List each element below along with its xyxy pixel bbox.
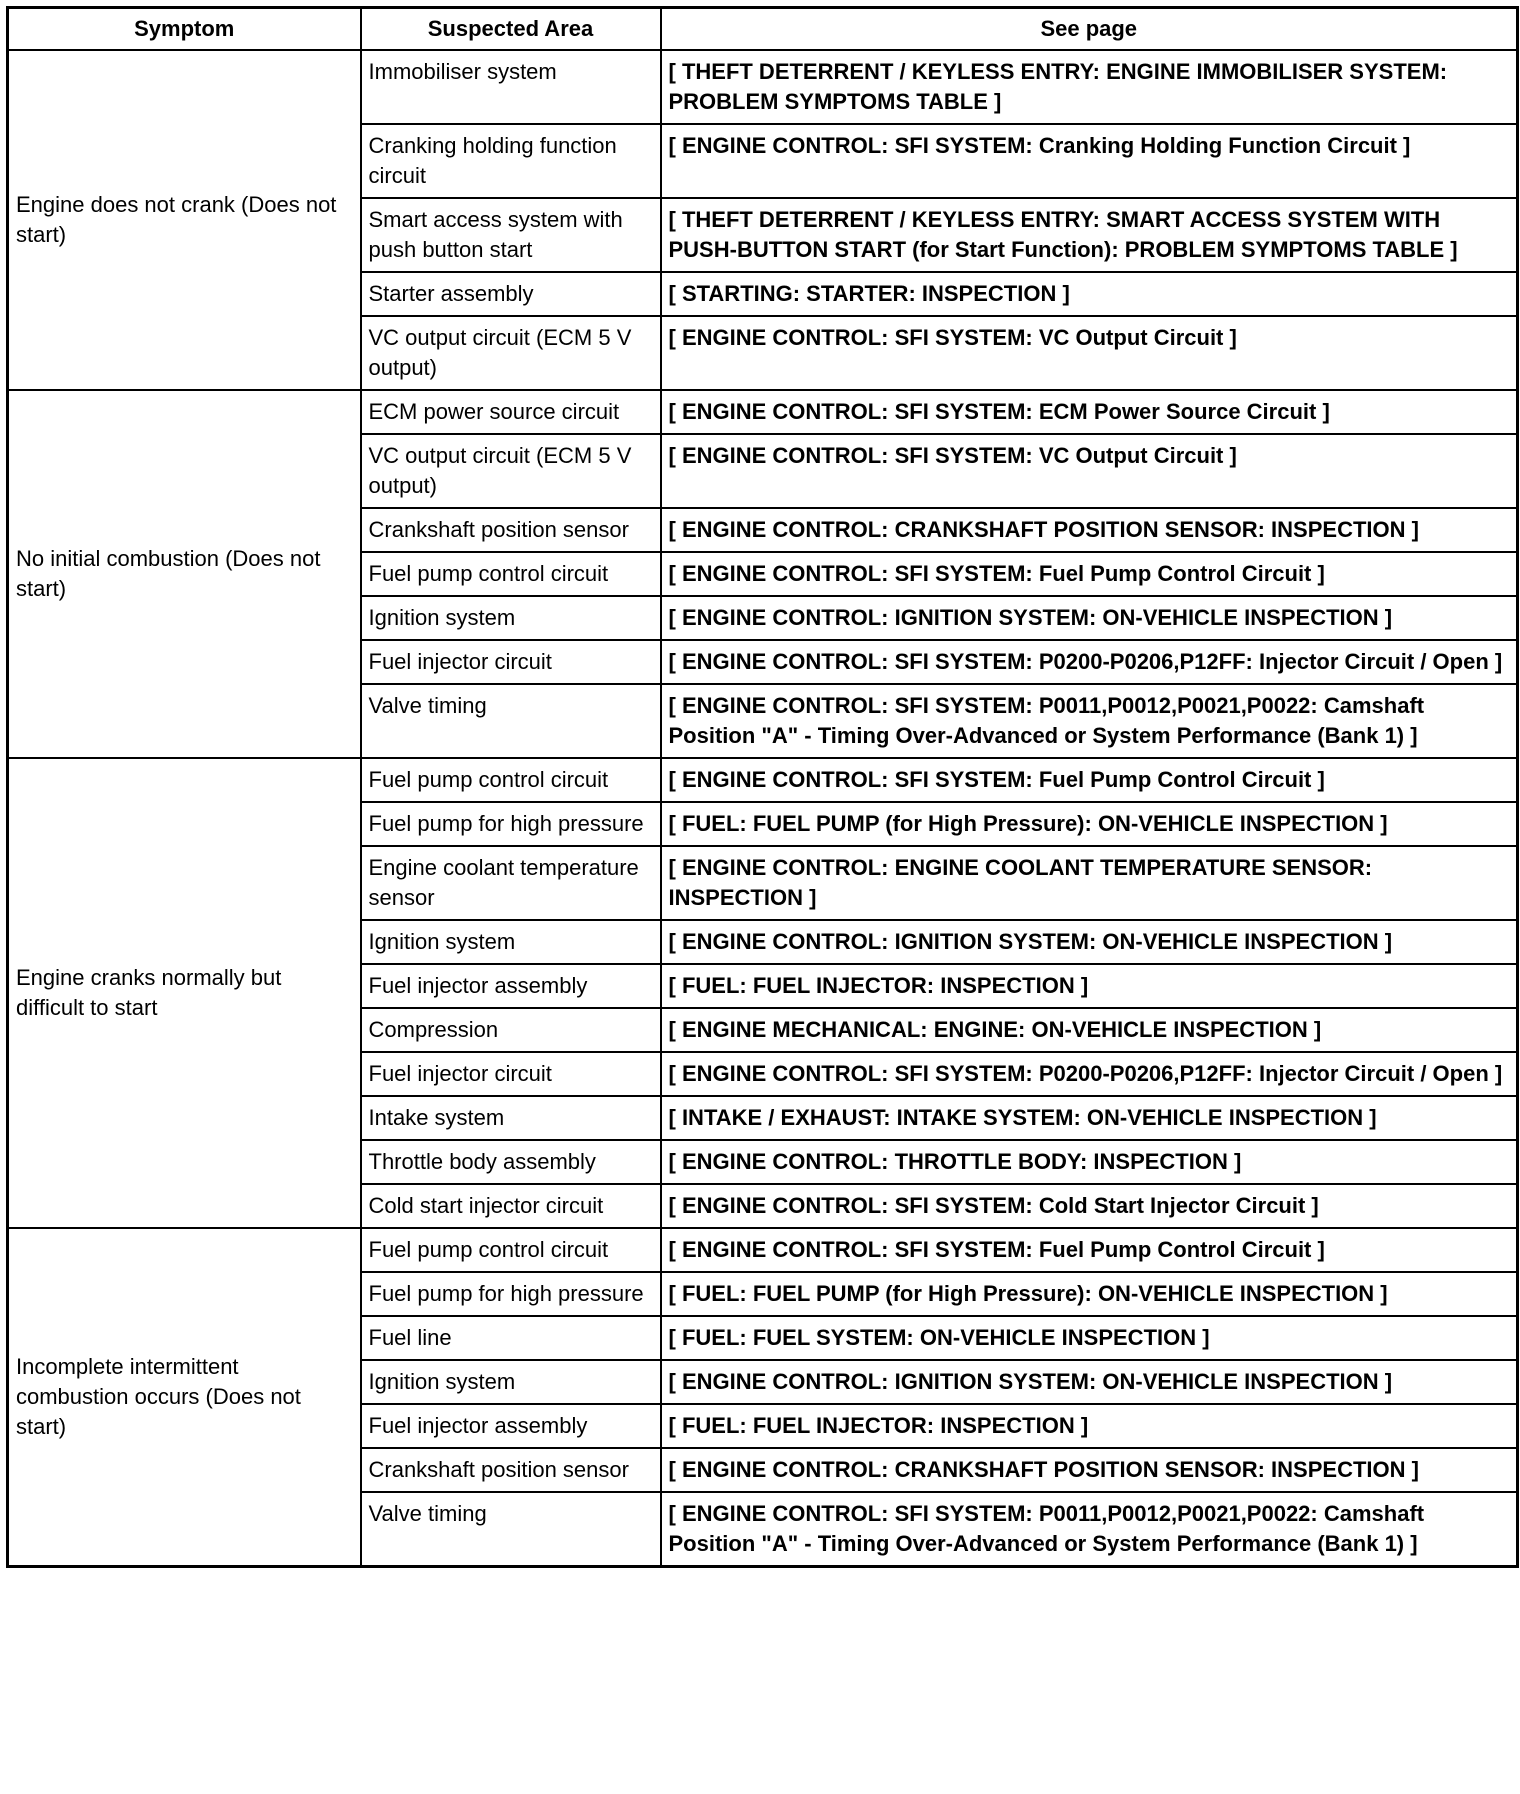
suspected-area-cell: Fuel pump for high pressure — [361, 1272, 661, 1316]
problem-symptoms-table — [6, 6, 1519, 1568]
header-see-page: See page — [661, 8, 1518, 51]
see-page-link[interactable]: [ ENGINE CONTROL: IGNITION SYSTEM: ON-VEHICLE INSPECTION ] — [661, 920, 1518, 964]
symptom-cell: Incomplete intermittent combustion occurs (Does not start) — [8, 1228, 361, 1567]
table-row — [8, 390, 1518, 434]
suspected-area-cell: Starter assembly — [361, 272, 661, 316]
see-page-link[interactable]: [ STARTING: STARTER: INSPECTION ] — [661, 272, 1518, 316]
suspected-area-cell: Fuel line — [361, 1316, 661, 1360]
suspected-area-cell: Ignition system — [361, 596, 661, 640]
see-page-link[interactable]: [ ENGINE CONTROL: THROTTLE BODY: INSPECTION ] — [661, 1140, 1518, 1184]
symptom-cell: Engine cranks normally but difficult to start — [8, 758, 361, 1228]
suspected-area-cell: Fuel pump control circuit — [361, 758, 661, 802]
symptom-cell: Engine does not crank (Does not start) — [8, 50, 361, 390]
suspected-area-cell: Fuel injector assembly — [361, 1404, 661, 1448]
see-page-link[interactable]: [ ENGINE CONTROL: CRANKSHAFT POSITION SENSOR: INSPECTION ] — [661, 1448, 1518, 1492]
see-page-link[interactable]: [ ENGINE CONTROL: SFI SYSTEM: P0011,P0012,P0021,P0022: Camshaft Position "A" - Timing Over-Advanced or System Performance (Bank 1) ] — [661, 684, 1518, 758]
see-page-link[interactable]: [ ENGINE CONTROL: SFI SYSTEM: VC Output Circuit ] — [661, 316, 1518, 390]
suspected-area-cell: Fuel pump control circuit — [361, 1228, 661, 1272]
suspected-area-cell: Crankshaft position sensor — [361, 508, 661, 552]
suspected-area-cell: Throttle body assembly — [361, 1140, 661, 1184]
see-page-link[interactable]: [ ENGINE CONTROL: SFI SYSTEM: VC Output Circuit ] — [661, 434, 1518, 508]
see-page-link[interactable]: [ INTAKE / EXHAUST: INTAKE SYSTEM: ON-VEHICLE INSPECTION ] — [661, 1096, 1518, 1140]
see-page-link[interactable]: [ THEFT DETERRENT / KEYLESS ENTRY: SMART ACCESS SYSTEM WITH PUSH-BUTTON START (for Start Function): PROBLEM SYMPTOMS TABLE ] — [661, 198, 1518, 272]
header-row — [8, 8, 1518, 51]
see-page-link[interactable]: [ FUEL: FUEL PUMP (for High Pressure): ON-VEHICLE INSPECTION ] — [661, 802, 1518, 846]
see-page-link[interactable]: [ ENGINE CONTROL: ENGINE COOLANT TEMPERATURE SENSOR: INSPECTION ] — [661, 846, 1518, 920]
suspected-area-cell: Fuel injector circuit — [361, 1052, 661, 1096]
suspected-area-cell: VC output circuit (ECM 5 V output) — [361, 316, 661, 390]
see-page-link[interactable]: [ ENGINE CONTROL: CRANKSHAFT POSITION SENSOR: INSPECTION ] — [661, 508, 1518, 552]
suspected-area-cell: Immobiliser system — [361, 50, 661, 124]
suspected-area-cell: Valve timing — [361, 684, 661, 758]
suspected-area-cell: Smart access system with push button start — [361, 198, 661, 272]
see-page-link[interactable]: [ ENGINE MECHANICAL: ENGINE: ON-VEHICLE INSPECTION ] — [661, 1008, 1518, 1052]
suspected-area-cell: Ignition system — [361, 1360, 661, 1404]
see-page-link[interactable]: [ ENGINE CONTROL: SFI SYSTEM: Cold Start Injector Circuit ] — [661, 1184, 1518, 1228]
see-page-link[interactable]: [ FUEL: FUEL INJECTOR: INSPECTION ] — [661, 1404, 1518, 1448]
suspected-area-cell: Engine coolant temperature sensor — [361, 846, 661, 920]
see-page-link[interactable]: [ ENGINE CONTROL: SFI SYSTEM: ECM Power Source Circuit ] — [661, 390, 1518, 434]
suspected-area-cell: Crankshaft position sensor — [361, 1448, 661, 1492]
header-suspected-area: Suspected Area — [361, 8, 661, 51]
suspected-area-cell: Valve timing — [361, 1492, 661, 1567]
suspected-area-cell: Ignition system — [361, 920, 661, 964]
suspected-area-cell: Fuel pump control circuit — [361, 552, 661, 596]
suspected-area-cell: Compression — [361, 1008, 661, 1052]
suspected-area-cell: Fuel injector circuit — [361, 640, 661, 684]
see-page-link[interactable]: [ FUEL: FUEL PUMP (for High Pressure): ON-VEHICLE INSPECTION ] — [661, 1272, 1518, 1316]
see-page-link[interactable]: [ ENGINE CONTROL: SFI SYSTEM: Fuel Pump Control Circuit ] — [661, 552, 1518, 596]
header-symptom: Symptom — [8, 8, 361, 51]
table-row — [8, 50, 1518, 124]
see-page-link[interactable]: [ ENGINE CONTROL: SFI SYSTEM: P0200-P0206,P12FF: Injector Circuit / Open ] — [661, 1052, 1518, 1096]
see-page-link[interactable]: [ ENGINE CONTROL: IGNITION SYSTEM: ON-VEHICLE INSPECTION ] — [661, 596, 1518, 640]
see-page-link[interactable]: [ THEFT DETERRENT / KEYLESS ENTRY: ENGINE IMMOBILISER SYSTEM: PROBLEM SYMPTOMS TABLE ] — [661, 50, 1518, 124]
suspected-area-cell: VC output circuit (ECM 5 V output) — [361, 434, 661, 508]
see-page-link[interactable]: [ FUEL: FUEL INJECTOR: INSPECTION ] — [661, 964, 1518, 1008]
see-page-link[interactable]: [ ENGINE CONTROL: SFI SYSTEM: P0200-P0206,P12FF: Injector Circuit / Open ] — [661, 640, 1518, 684]
suspected-area-cell: ECM power source circuit — [361, 390, 661, 434]
suspected-area-cell: Cold start injector circuit — [361, 1184, 661, 1228]
see-page-link[interactable]: [ ENGINE CONTROL: IGNITION SYSTEM: ON-VEHICLE INSPECTION ] — [661, 1360, 1518, 1404]
table-body — [8, 50, 1518, 1567]
suspected-area-cell: Fuel pump for high pressure — [361, 802, 661, 846]
see-page-link[interactable]: [ FUEL: FUEL SYSTEM: ON-VEHICLE INSPECTION ] — [661, 1316, 1518, 1360]
table-row — [8, 1228, 1518, 1272]
suspected-area-cell: Intake system — [361, 1096, 661, 1140]
suspected-area-cell: Fuel injector assembly — [361, 964, 661, 1008]
see-page-link[interactable]: [ ENGINE CONTROL: SFI SYSTEM: Cranking Holding Function Circuit ] — [661, 124, 1518, 198]
table-row — [8, 758, 1518, 802]
see-page-link[interactable]: [ ENGINE CONTROL: SFI SYSTEM: Fuel Pump Control Circuit ] — [661, 758, 1518, 802]
symptom-cell: No initial combustion (Does not start) — [8, 390, 361, 758]
suspected-area-cell: Cranking holding function circuit — [361, 124, 661, 198]
see-page-link[interactable]: [ ENGINE CONTROL: SFI SYSTEM: Fuel Pump Control Circuit ] — [661, 1228, 1518, 1272]
see-page-link[interactable]: [ ENGINE CONTROL: SFI SYSTEM: P0011,P0012,P0021,P0022: Camshaft Position "A" - Timing Over-Advanced or System Performance (Bank 1) ] — [661, 1492, 1518, 1567]
